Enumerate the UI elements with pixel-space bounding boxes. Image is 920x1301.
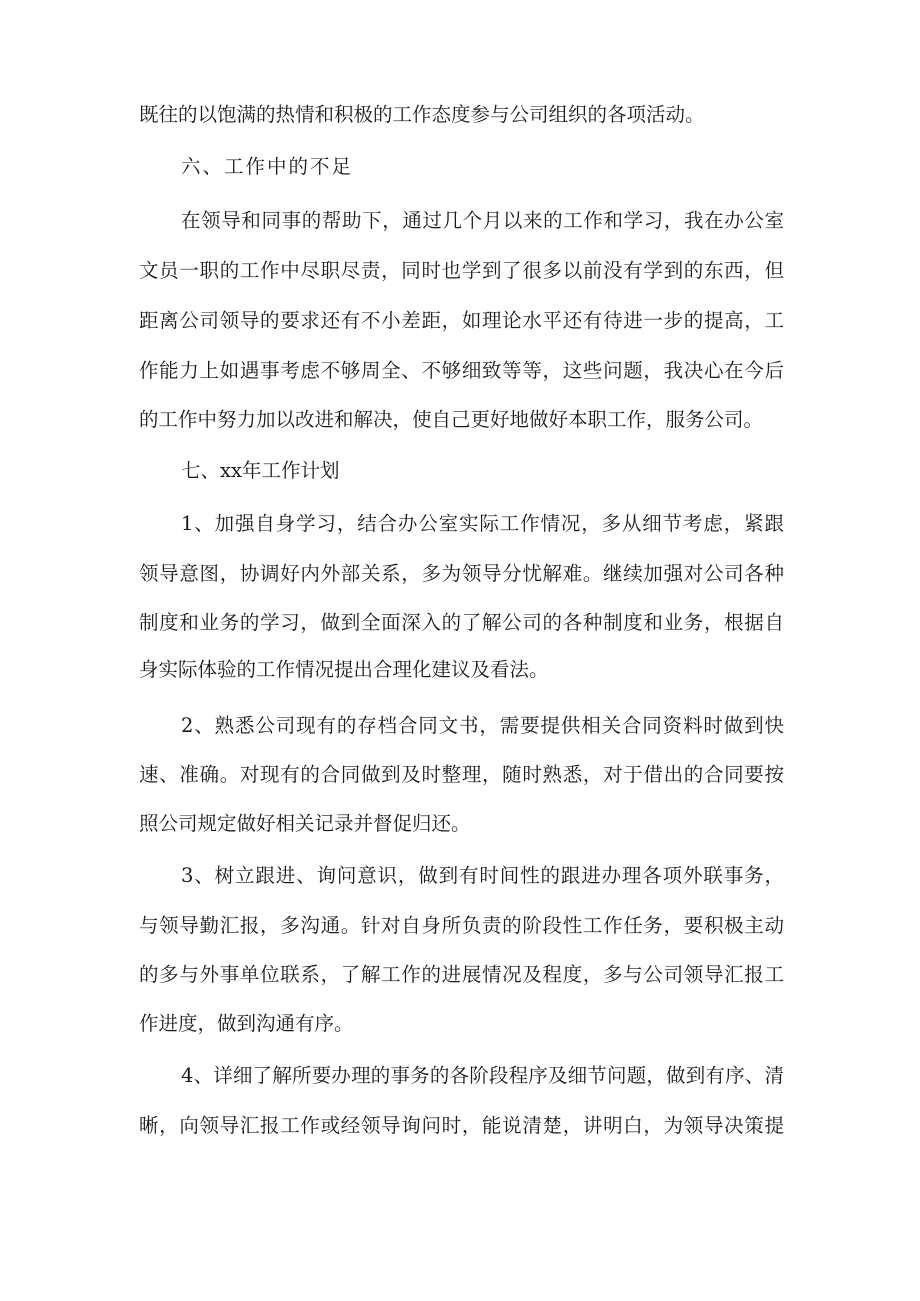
paragraph-line: 文员一职的工作中尽职尽责，同时也学到了很多以前没有学到的东西，但 [139,259,784,282]
paragraph-line: 的工作中努力加以改进和解决，使自己更好地做好本职工作，服务公司。 [139,408,764,431]
section-heading-7: 七、xx年工作计划 [181,459,340,482]
paragraph-line: 与领导勤汇报，多沟通。针对自身所负责的阶段性工作任务，要积极主动 [139,914,784,937]
paragraph-line: 身实际体验的工作情况提出合理化建议及看法。 [139,658,549,681]
paragraph-line: 2、熟悉公司现有的存档合同文书，需要提供相关合同资料时做到快 [181,714,784,737]
paragraph-line: 晰，向领导汇报工作或经领导询问时，能说清楚，讲明白，为领导决策提 [139,1114,784,1137]
paragraph-line: 作进度，做到沟通有序。 [139,1012,354,1035]
paragraph-line: 在领导和同事的帮助下，通过几个月以来的工作和学习，我在办公室 [181,209,784,232]
paragraph-line: 1、加强自身学习，结合办公室实际工作情况，多从细节考虑，紧跟 [181,512,784,535]
paragraph-line: 作能力上如遇事考虑不够周全、不够细致等等，这些问题，我决心在今后 [139,359,784,382]
paragraph-line: 既往的以饱满的热情和积极的工作态度参与公司组织的各项活动。 [139,103,705,126]
paragraph-line: 照公司规定做好相关记录并督促归还。 [139,812,471,835]
paragraph-line: 的多与外事单位联系，了解工作的进展情况及程度，多与公司领导汇报工 [139,963,784,986]
paragraph-line: 速、准确。对现有的合同做到及时整理，随时熟悉，对于借出的合同要按 [139,763,784,786]
paragraph-line: 距离公司领导的要求还有不小差距，如理论水平还有待进一步的提高，工 [139,309,784,332]
paragraph-line: 4、详细了解所要办理的事务的各阶段程序及细节问题，做到有序、清 [181,1064,784,1087]
section-heading-6: 六、工作中的不足 [181,155,354,178]
paragraph-line: 领导意图，协调好内外部关系，多为领导分忧解难。继续加强对公司各种 [139,562,784,585]
paragraph-line: 3、树立跟进、询问意识，做到有时间性的跟进办理各项外联事务， [181,864,784,887]
paragraph-line: 制度和业务的学习，做到全面深入的了解公司的各种制度和业务，根据自 [139,611,784,634]
